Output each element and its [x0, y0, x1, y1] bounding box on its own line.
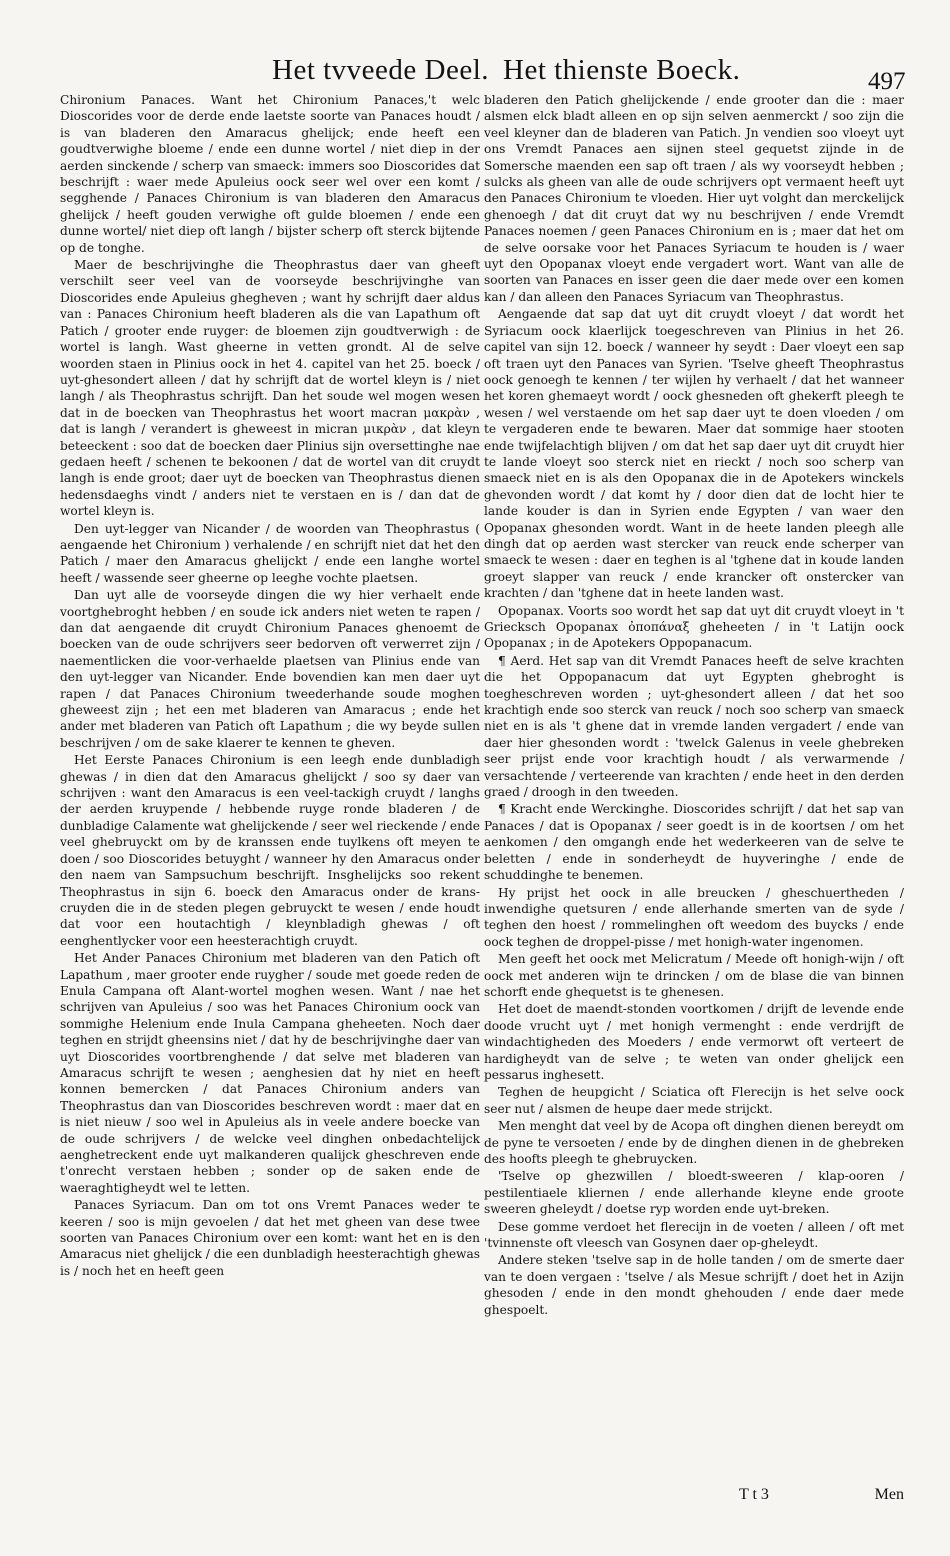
signature-mark: T t 3 [739, 1486, 769, 1503]
paragraph: Dese gomme verdoet het flerecijn in de voeten / alleen / oft met 'tvinnenste oft vleesch van Gosynen daer op-gheleydt. [484, 1219, 904, 1251]
paragraph: Andere steken 'tselve sap in de holle tanden / om de smerte daer van te doen vergaen : 'tselve / als Mesue schrijft / doet het in Azijn ghesoden / ende in den mondt ghehouden / ende daer mede ghespoelt. [484, 1253, 904, 1317]
page-footer [484, 1486, 904, 1510]
paragraph: Opopanax. Voorts soo wordt het sap dat uyt dit cruydt vloeyt in 't Griecksch Opopanax ὀποπάναξ gheheeten / in 't Latijn oock Opopanax ; in de Apotekers Oppopanacum. [484, 603, 904, 651]
paragraph: Men geeft het oock met Melicratum / Meede oft honigh-wijn / oft oock met anderen wijn te drincken / om de blase die van binnen schorft ende ghequetst is te ghenesen. [484, 952, 904, 999]
paragraph: Maer de beschrijvinghe die Theophrastus daer van gheeft verschilt seer veel van de voorseyde beschrijvinghe van Dioscorides ende Apuleius ghegheven ; want hy schrijft daer aldus van : Panaces Chironium heeft bladeren als die van Lapathum oft Patich / grooter ende ruyger: de bloemen zijn goudtverwigh : de wortel is langh. Wast gheerne in vetten grondt. Al de selve woorden staen in Plinius oock in het 4. capitel van het 25. boeck / uyt-ghesondert alleen / dat hy schrijft dat de wortel kleyn is / niet langh / als Theophrastus schrijft. Dan het soude wel mogen wesen dat in de boecken van Theophrastus het woort macran μακρὰν , dat is langh / verandert is gheweest in micran μικρὰν , dat kleyn beteeckent : soo dat de boecken daer Plinius sijn oversettinghe nae gedaen heeft / schenen te bekoonen / dat de wortel van dit cruydt langh is ende groot; daer uyt de boecken van Theophrastus dienen hedensdaeghs vindt / anders niet te verstaen en is / dan dat de wortel kleyn is. [60, 258, 480, 519]
paragraph: bladeren den Patich ghelijckende / ende grooter dan die : maer alsmen elck bladt alleen en op sijn selven aenmerckt / soo zijn die veel kleyner dan de bladeren van Patich. Jn vendien soo vloeyt uyt ons Vremdt Panaces aen sijnen steel gequetst zijnde in de Somersche maenden een sap oft traen / als wy voorseydt hebben ; sulcks als gheen van alle de oude schrijvers opt vermaent heeft uyt den Panaces Chironium te vloeden. Hier uyt volght dan merckelijck ghenoegh / dat dit cruyt dat wy nu beschrijven / ende Vremdt Panaces noemen / geen Panaces Chironium en is ; maer dat het om de selve oorsake voor het Panaces Syriacum te houden is / waer uyt den Opopanax vloeyt ende vergadert wort. Want van alle de soorten van Panaces en isser geen die daer mede over een komen kan / dan alleen den Panaces Syriacum van Theophrastus. [484, 93, 904, 304]
paragraph: Het doet de maendt-stonden voortkomen / drijft de levende ende doode vrucht uyt / met honigh vermenght : ende verdrijft de windachtigheden des Moeders / ende vermorwt oft verteert de hardigheydt van de selve ; te weten van onder ghelijck een pessarus inghesett. [484, 1002, 904, 1082]
header-part-title: Het tvveede Deel. [272, 54, 490, 86]
paragraph: Chironium Panaces. Want het Chironium Panaces,'t welc Dioscorides voor de derde ende laetste soorte van Panaces houdt / is van bladeren den Amaracus ghelijck; ende heeft een goudtverwighe bloeme / ende een dunne wortel / niet diep in der aerden sinckende / scherp van smaeck: immers soo Dioscorides dat beschrijft : waer mede Apuleius oock seer wel over een komt / segghende / Panaces Chironium is van bladeren den Amaracus ghelijck / heeft gouden verwighe oft gulde bloemen / ende een dunne wortel/ niet diep oft langh / bijster scherp oft sterck bijtende op de tonghe. [60, 93, 480, 255]
left-column [60, 92, 480, 1279]
paragraph: Hy prijst het oock in alle breucken / gheschuertheden / inwendighe quetsuren / ende allerhande smerten van de syde / teghen den hoest / rommelinghen oft weedom des buycks / ende oock teghen de droppel-pisse / met honigh-water ingenomen. [484, 885, 904, 949]
paragraph: Het Eerste Panaces Chironium is een leegh ende dunbladigh ghewas / in dien dat den Amaracus ghelijckt / soo sy daer van schrijven : want den Amaracus is een veel-tackigh cruydt / langhs der aerden kruypende / hebbende ruyge ronde bladeren / de dunbladige Calamente wat ghelijckende / seer wel rieckende / ende veel ghebruyckt om by de kranssen ende tuylkens oft meyen te doen / soo Dioscorides betuyght / wanneer hy den Amaracus onder den naem van Sampsuchum beschrijft. Insghelijcks soo rekent Theophrastus in sijn 6. boeck den Amaracus onder de krans-cruyden die in de steden plegen gebruyckt te wesen / ende houdt dat voor een houtachtigh / kleynbladigh ghewas / oft eenghentlycker voor een heesterachtigh cruydt. [60, 753, 480, 948]
paragraph: Teghen de heupgicht / Sciatica oft Flerecijn is het selve oock seer nut / alsmen de heupe daer mede strijckt. [484, 1085, 904, 1116]
paragraph: Den uyt-legger van Nicander / de woorden van Theophrastus ( aengaende het Chironium ) verhalende / en schrijft niet dat het den Patich / maer den Amaracus ghelijckt / ende een langhe wortel heeft / wassende seer gheerne op leeghe vochte plaetsen. [60, 521, 480, 585]
paragraph: ¶ Aerd. Het sap van dit Vremdt Panaces heeft de selve krachten die het Oppopanacum dat uyt Egypten ghebroght is toegheschreven worden ; uyt-ghesondert alleen / dat het soo krachtigh ende soo sterck van reuck / noch soo scherp van smaeck niet en is als 't ghene dat in vremde landen vergadert / ende van daer hier ghesonden wordt : 'twelck Galenus in veele ghebreken seer prijst ende voor krachtigh houdt / als verwarmende / versachtende / verteerende van krachten / ende heet in den derden graed / droogh in den tweeden. [484, 653, 904, 800]
paragraph: 'Tselve op ghezwillen / bloedt-sweeren / klap-ooren / pestilentiaele kliernen / ende allerhande kleyne ende groote sweeren gheleydt / doetse ryp worden ende uyt-breken. [484, 1169, 904, 1217]
paragraph: ¶ Kracht ende Werckinghe. Dioscorides schrijft / dat het sap van Panaces / dat is Opopanax / seer goedt is in de koortsen / om het aenkomen / den omgangh ende het wederkeeren van de selve te beletten / ende in sonderheydt de huyveringhe / ende de schuddinghe te benemen. [484, 802, 904, 883]
right-column [484, 92, 904, 1318]
paragraph: Aengaende dat sap dat uyt dit cruydt vloeyt / dat wordt het Syriacum oock klaerlijck toegeschreven van Plinius in het 26. capitel van sijn 12. boeck / wanneer hy seydt : Daer vloeyt een sap oft traen uyt den Panaces van Syrien. 'Tselve gheeft Theophrastus oock genoegh te kennen / ter wijlen hy verhaelt / dat het wanneer het koren ghemaeyt wordt / oock ghesneden oft ghekerft pleegh te wesen / wel verstaende om het sap daer uyt te doen vloeden / om te vergaderen ende te bewaren. Maer dat sommige haer stooten ende twijfelachtigh blijven / om dat het sap daer uyt dit cruydt hier te lande vloeyt soo sterck niet en rieckt / noch soo scherp van smaeck niet en is als den Opopanax die in de Apotekers winckels ghevonden wordt / dat komt hy / door dien dat de locht hier te lande kouder is dan in Syrien ende Egypten / van waer den Opopanax ghesonden wordt. Want in de heete landen pleegh alle dingh dat op aerden wast stercker van reuck ende scherper van smaeck te wesen : daer en teghen is al 'tghene dat in koude landen groeyt slapper van reuck / ende krancker oft onstercker van krachten / dan 'tghene dat in heete landen wast. [484, 307, 904, 601]
header-book-title: Het thienste Boeck. [503, 54, 741, 86]
catchword: Men [874, 1486, 904, 1503]
page-number: 497 [868, 68, 906, 95]
paragraph: Men menght dat veel by de Acopa oft dinghen dienen bereydt om de pyne te versoeten / ende by de dinghen dienen in de ghebreken des hoofts pleegh te ghebruycken. [484, 1119, 904, 1166]
paragraph: Dan uyt alle de voorseyde dingen die wy hier verhaelt ende voortghebroght hebben / en soude ick anders niet weten te rapen / dan dat aengaende dit cruydt Chironium Panaces ghenoemt de boecken van de oude schrijvers seer bedorven oft verwerret zijn / naementlicken die voor-verhaelde plaetsen van Plinius ende van den uyt-legger van Nicander. Ende bovendien kan men daer uyt rapen / dat Panaces Chironium tweederhande soude moghen gheweest zijn ; het een met bladeren van Amaracus ; ende het ander met bladeren van Patich oft Lapathum ; die wy beyde sullen beschrijven / om de sake klaerer te kennen te gheven. [60, 588, 480, 750]
paragraph: Het Ander Panaces Chironium met bladeren van den Patich oft Lapathum , maer grooter ende ruygher / soude met goede reden de Enula Campana oft Alant-wortel moghen wesen. Want / nae het schrijven van Apuleius / soo was het Panaces Chironium oock van sommighe Helenium ende Inula Campana gheheeten. Noch daer teghen en strijdt gheensins niet / dat hy de beschrijvinghe daer van uyt Dioscorides voortbrenghende / dat selve met bladeren van Amaracus schrijft te wesen ; aenghesien dat hy niet en heeft konnen bemercken / dat Panaces Chironium anders van Theophrastus dan van Dioscorides beschreven wordt : maer dat en is niet nieuw / soo wel in Apuleius als in veele andere boecke van de oude schrijvers / de welcke veel dinghen onbedachtelijck aenghetreckent ende uyt malkanderen qualijck gheschreven ende t'onrecht verstaen hebben ; sonder op de saken ende de waeraghtigheydt wel te letten. [60, 951, 480, 1195]
paragraph: Panaces Syriacum. Dan om tot ons Vremt Panaces weder te keeren / soo is mijn gevoelen / dat het met gheen van dese twee soorten van Panaces Chironium over een komt: want het en is den Amaracus niet ghelijck / die een dunbladigh heesterachtigh ghewas is / noch het en heeft geen [60, 1198, 480, 1278]
